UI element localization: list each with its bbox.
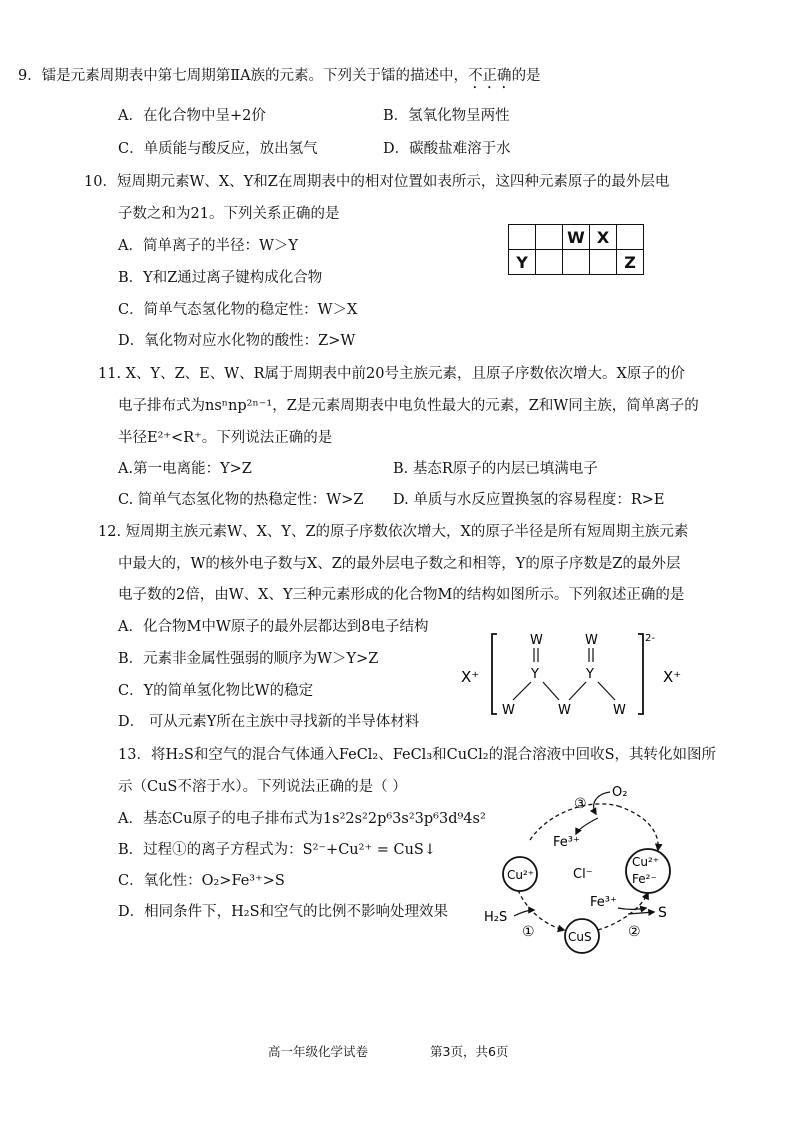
q12-stem-line1: 12. 短周期主族元素W、X、Y、Z的原子序数依次增大，X的原子半径是所有短周期主族元素 [98,524,689,540]
q11-option-a: A.第一电离能：Y>Z [118,461,252,477]
q11-option-c: C. 简单气态氢化物的热稳定性：W>Z [118,492,364,508]
q12-option-c: C．Y的简单氢化物比W的稳定 [118,683,314,699]
right-bracket [638,634,643,714]
w-atom-bottom-left: W [502,703,515,718]
step-2-label: ② [628,924,641,940]
h2s-label: H₂S [484,910,508,925]
q13-stem-line1: 13．将H₂S和空气的混合气体通入FeCl₂、FeCl₃和CuCl₂的混合溶液中回收S，其转化如图所 [118,747,717,763]
fe3-formation-arrow [576,818,598,834]
table-cell [536,250,563,275]
step-3-label: ③ [574,796,587,812]
o2-arrow [594,792,610,814]
q9-option-b: B．氢氧化物呈两性 [383,108,510,124]
q9-stem [18,66,541,92]
q9-option-a: A．在化合物中呈+2价 [118,108,266,124]
q11-stem-line3: 半径E²⁺<R⁺。下列说法正确的是 [118,430,333,446]
y-atom-right: Y [586,667,594,682]
bond-y1-w1 [513,682,531,700]
h2s-arrow [514,910,534,916]
q13-option-d: D．相同条件下，H₂S和空气的比例不影响处理效果 [118,904,449,920]
table-cell [563,250,590,275]
fe3-to-s-arrow [618,908,646,910]
cation-right-label: X⁺ [663,668,682,686]
bond-y2-w2 [569,682,586,700]
anion-charge-label: 2- [645,633,655,644]
q10-stem-line1: 10．短周期元素W、X、Y和Z在周期表中的相对位置如表所示，这四种元素原子的最外层电 [84,174,670,190]
q10-stem-line2: 子数之和为21。下列关系正确的是 [118,206,340,222]
q12-option-a: A．化合物M中W原子的最外层都达到8电子结构 [118,619,429,635]
q11-stem-line2: 电子排布式为nsⁿnp²ⁿ⁻¹，Z是元素周期表中电负性最大的元素，Z和W同主族，简单离子的 [118,398,699,414]
q10-option-b: B．Y和Z通过离子键构成化合物 [118,270,323,286]
table-cell: Y [509,250,536,275]
q13-stem-line2: 示（CuS不溶于水）。下列说法正确的是（ ） [118,779,407,795]
chloride-label: Cl⁻ [573,867,593,882]
footer-page-number: 第3页，共6页 [430,1044,509,1059]
q10-option-d: D．氧化物对应水化物的酸性：Z>W [118,333,356,349]
bond-y2-w3 [598,682,615,700]
q9-stem-text: 9．镭是元素周期表中第七周期第ⅡA族的元素。下列关于镭的描述中， [18,68,469,84]
table-cell [536,225,563,250]
q11-option-d: D. 单质与水反应置换氢的容易程度：R>E [393,492,665,508]
q13-option-c: C．氧化性：O₂>Fe³⁺>S [118,873,285,889]
q9-stem-end: 的是 [511,68,541,84]
table-cell: W [563,225,590,250]
q9-stem-emphasis: 不正确 [468,68,512,84]
bond-y1-w2 [543,682,559,700]
q11-option-b: B. 基态R原子的内层已填满电子 [393,461,598,477]
table-cell [617,225,644,250]
cu2-right-label: Cu²⁺ [632,855,660,869]
y-atom-left: Y [531,667,539,682]
cation-left-label: X⁺ [461,668,480,686]
q11-stem-line1: 11. X、Y、Z、E、W、R属于周期表中前20号主族元素，且原子序数依次增大。X原子的价 [98,366,685,382]
o2-label: O₂ [612,785,628,800]
left-bracket [492,634,497,714]
sulfur-label: S [658,905,667,921]
fe3-top-label: Fe³⁺ [553,835,580,850]
q13-option-a: A．基态Cu原子的电子排布式为1s²2s²2p⁶3s²3p⁶3d⁹4s² [118,811,486,827]
q10-option-c: C．简单气态氢化物的稳定性：W＞X [118,302,358,318]
q9-option-d: D．碳酸盐难溶于水 [383,141,511,157]
cu2-left-label: Cu²⁺ [507,868,535,882]
table-cell: X [590,225,617,250]
table-row [509,225,644,250]
q9-option-c: C．单质能与酸反应，放出氢气 [118,141,318,157]
q10-option-a: A．简单离子的半径：W＞Y [118,238,298,254]
periodic-position-table [508,224,644,275]
q12-stem-line3: 电子数的2倍，由W、X、Y三种元素形成的化合物M的结构如图所示。下列叙述正确的是 [118,587,685,603]
q12-stem-line2: 中最大的，W的核外电子数与X、Z的最外层电子数之和相等，Y的原子序数是Z的最外层 [118,556,681,572]
step-1-label: ① [522,924,535,940]
q12-option-d: D． 可从元素Y所在主族中寻找新的半导体材料 [118,714,420,730]
compound-m-structure [455,628,700,720]
q13-option-b: B．过程①的离子方程式为：S²⁻+Cu²⁺ = CuS↓ [118,842,436,858]
q12-option-b: B．元素非金属性强弱的顺序为W＞Y>Z [118,651,379,667]
table-cell [590,250,617,275]
sulfur-recovery-cycle-diagram [478,778,698,956]
w-atom-bottom-middle: W [558,703,571,718]
w-atom-top-left: W [530,633,543,648]
w-atom-top-right: W [585,633,598,648]
cus-label: CuS [568,930,592,944]
footer-exam-title: 高一年级化学试卷 [268,1044,369,1059]
cycle-arc-top-right [618,806,658,850]
fe3-bottom-label: Fe³⁺ [590,895,617,910]
fe2-right-label: Fe²⁻ [632,872,657,886]
table-cell: Z [617,250,644,275]
w-atom-bottom-right: W [613,703,626,718]
table-row [509,250,644,275]
table-cell [509,225,536,250]
